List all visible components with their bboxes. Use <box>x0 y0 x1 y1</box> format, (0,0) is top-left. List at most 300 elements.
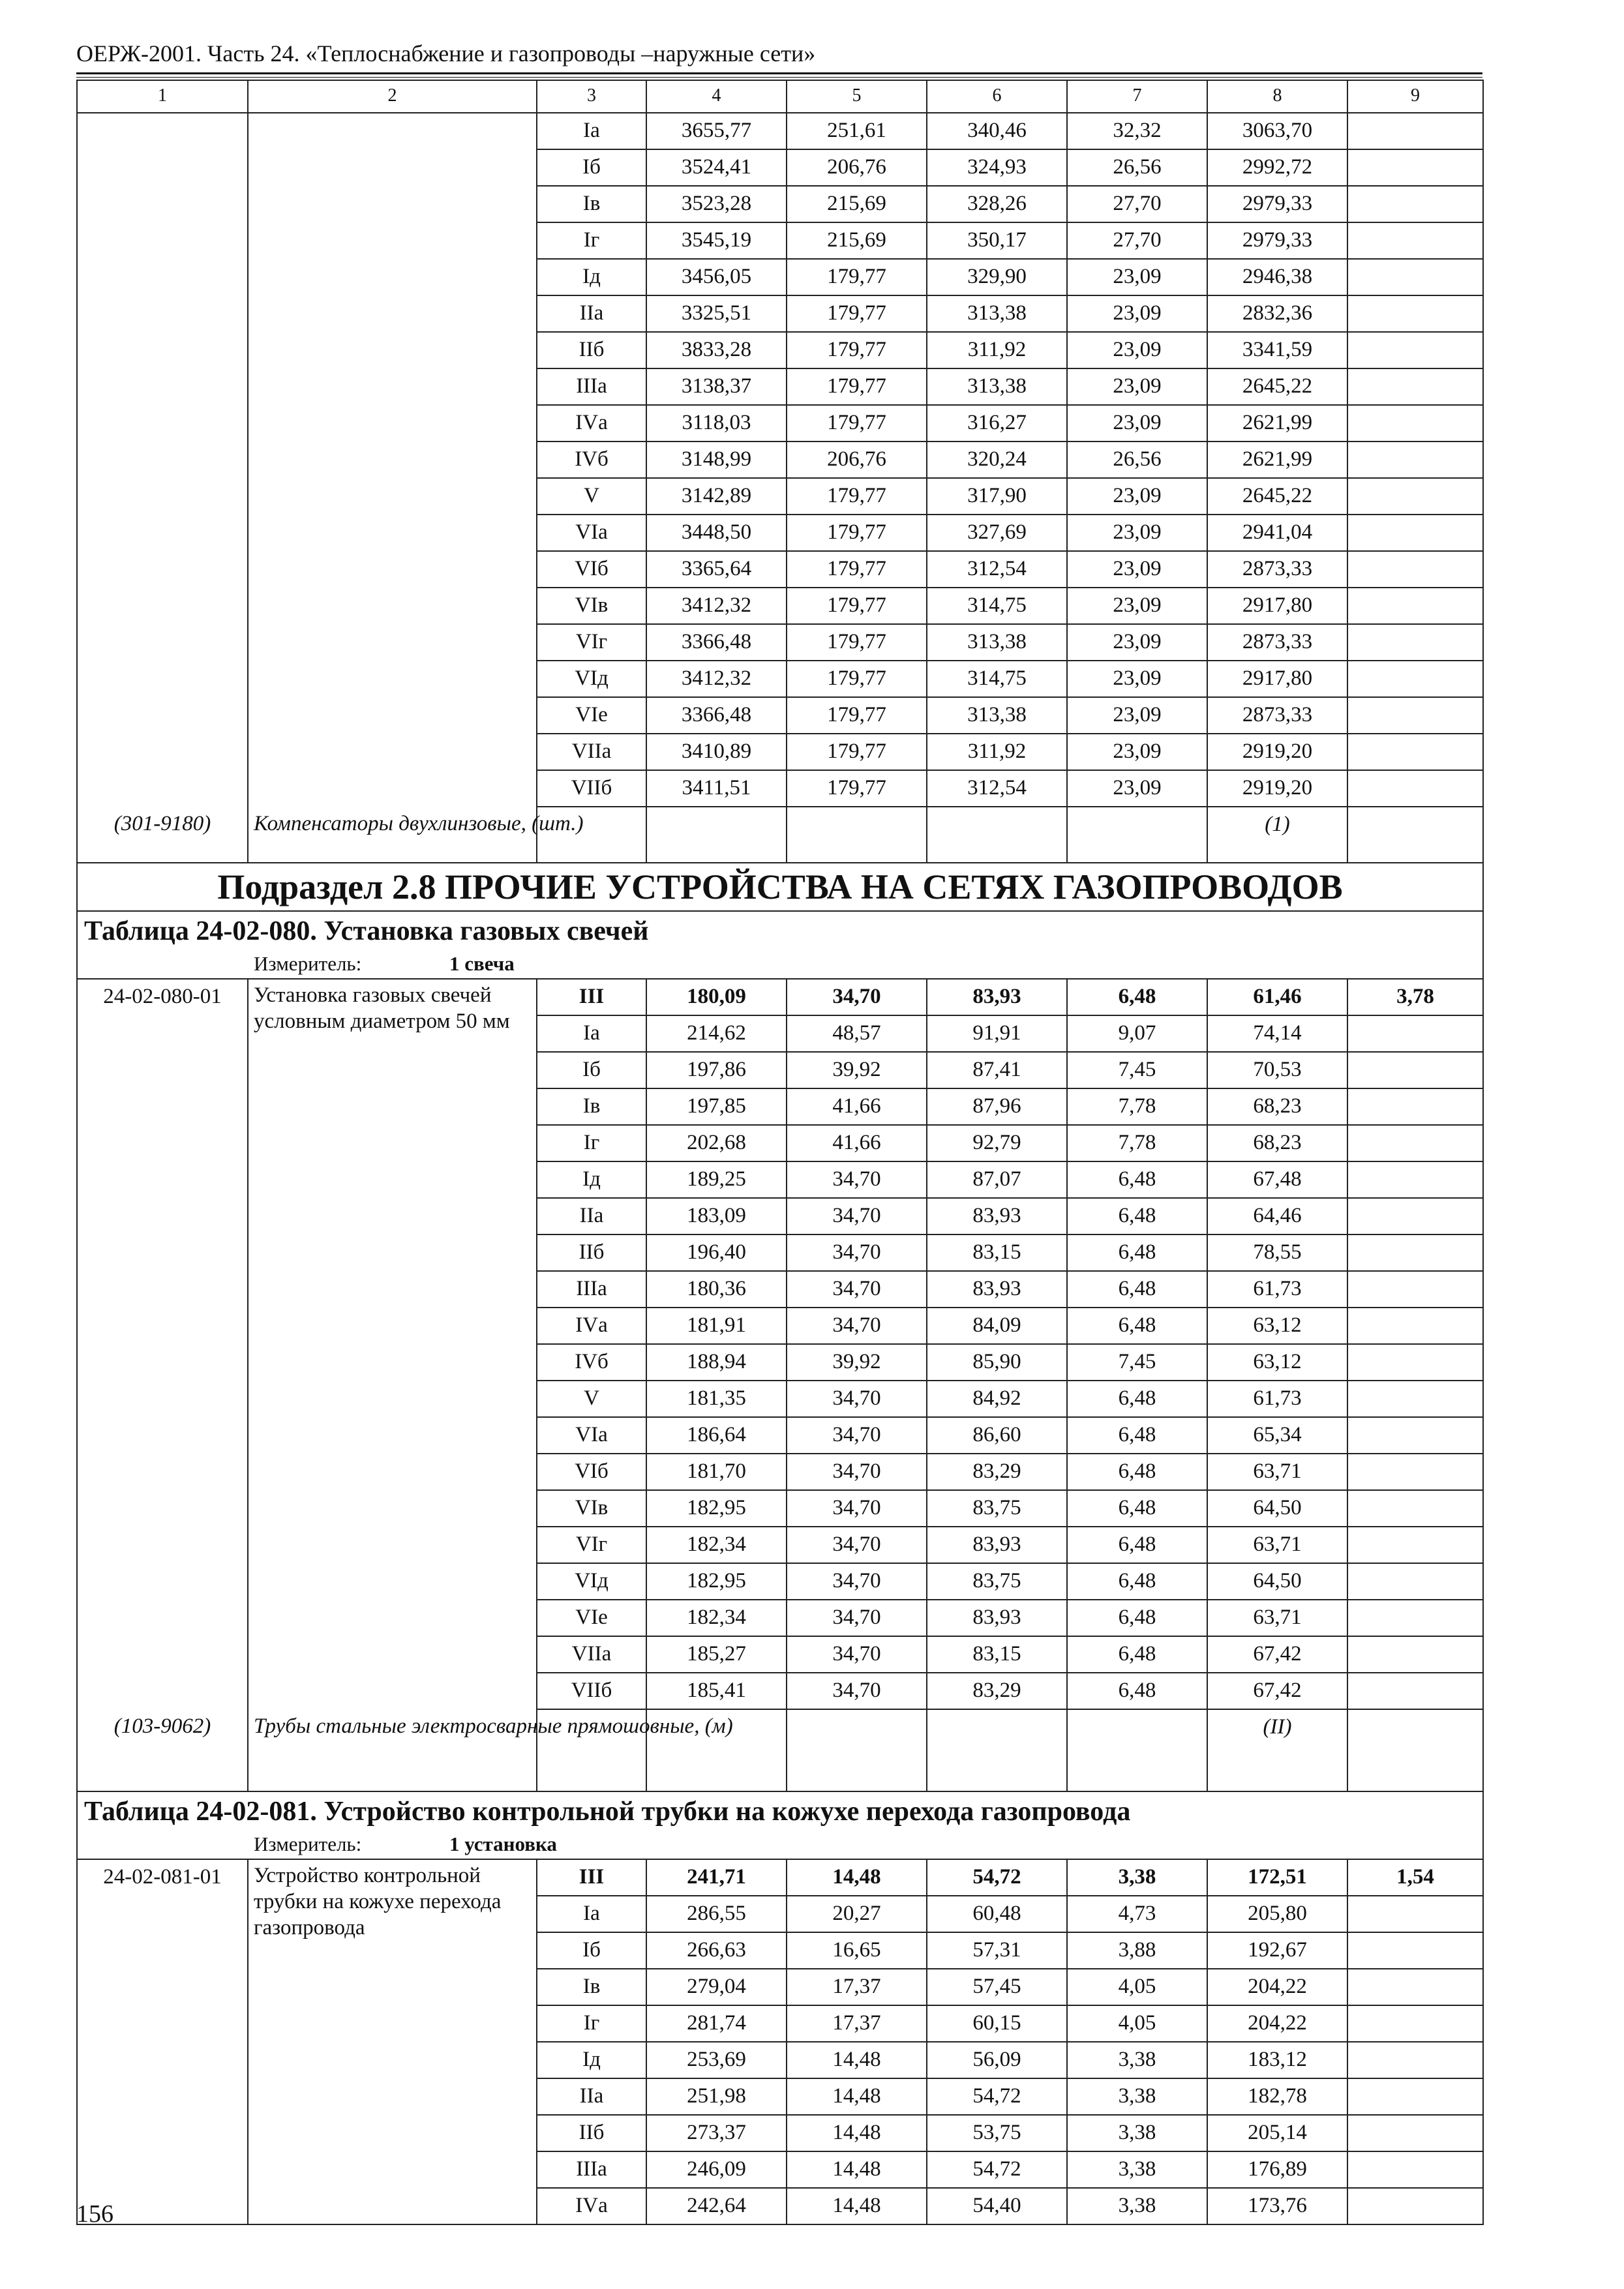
labor-cost <box>1347 624 1483 661</box>
value-cell: 6,48 <box>1067 1161 1207 1198</box>
value-cell: 313,38 <box>927 295 1067 332</box>
value-cell: 23,09 <box>1067 661 1207 697</box>
table-row <box>77 1234 1483 1271</box>
table-row <box>77 222 1483 259</box>
zone-label: Iв <box>537 1088 646 1125</box>
value-cell: 41,66 <box>787 1088 927 1125</box>
table-row <box>77 979 1483 1015</box>
value-cell: 83,93 <box>927 1600 1067 1636</box>
value-cell: 85,90 <box>927 1344 1067 1381</box>
rate-description <box>248 2115 537 2151</box>
value-cell: 14,48 <box>787 2188 927 2224</box>
table-row <box>77 1088 1483 1125</box>
value-cell: 23,09 <box>1067 624 1207 661</box>
zone-label: VIIб <box>537 770 646 807</box>
value-cell: 17,37 <box>787 2005 927 2042</box>
zone-label: Iг <box>537 1125 646 1161</box>
value-cell: 179,77 <box>787 734 927 770</box>
rate-code <box>77 2115 248 2151</box>
value-cell: 6,48 <box>1067 1381 1207 1417</box>
value-cell: 329,90 <box>927 259 1067 295</box>
value-cell: 317,90 <box>927 478 1067 515</box>
table-row <box>77 2042 1483 2078</box>
value-cell: 241,71 <box>646 1859 787 1896</box>
value-cell: 2873,33 <box>1207 551 1347 588</box>
column-number: 2 <box>248 80 537 113</box>
value-cell: 2917,80 <box>1207 588 1347 624</box>
rate-code <box>77 1527 248 1563</box>
value-cell: 23,09 <box>1067 259 1207 295</box>
value-cell: 313,38 <box>927 624 1067 661</box>
rate-description <box>248 770 537 807</box>
rate-description <box>248 405 537 441</box>
rate-code <box>77 1015 248 1052</box>
value-cell: 186,64 <box>646 1417 787 1454</box>
section-title <box>77 863 1483 911</box>
value-cell: 83,15 <box>927 1234 1067 1271</box>
rate-description <box>248 2151 537 2188</box>
labor-cost <box>1347 1198 1483 1234</box>
zone-label: VIIа <box>537 1636 646 1673</box>
measure-row <box>77 1831 1483 1859</box>
value-cell: 312,54 <box>927 770 1067 807</box>
value-cell: 3412,32 <box>646 588 787 624</box>
table-row <box>77 697 1483 734</box>
rate-description <box>248 624 537 661</box>
rate-code <box>77 149 248 186</box>
zone-label: Iд <box>537 259 646 295</box>
zone-label: VIг <box>537 624 646 661</box>
rate-code <box>77 1454 248 1490</box>
value-cell: 2873,33 <box>1207 697 1347 734</box>
value-cell: 185,41 <box>646 1673 787 1709</box>
value-cell: 327,69 <box>927 515 1067 551</box>
value-cell: 14,48 <box>787 2115 927 2151</box>
value-cell: 23,09 <box>1067 734 1207 770</box>
rate-description-text: Установка газовых свечей условным диаметром 50 мм <box>254 983 510 1033</box>
rate-code <box>77 1969 248 2005</box>
zone-label: VIд <box>537 1563 646 1600</box>
rate-description <box>248 1859 537 1939</box>
zone-label: IIIа <box>537 368 646 405</box>
rate-code <box>77 588 248 624</box>
value-cell: 179,77 <box>787 551 927 588</box>
value-cell: 3410,89 <box>646 734 787 770</box>
value-cell: 7,45 <box>1067 1052 1207 1088</box>
rate-code <box>77 1125 248 1161</box>
zone-label: Iд <box>537 1161 646 1198</box>
value-cell: 54,72 <box>927 1859 1067 1896</box>
rate-description <box>248 1052 537 1088</box>
value-cell: 57,31 <box>927 1932 1067 1969</box>
labor-cost <box>1347 405 1483 441</box>
rate-description <box>248 1563 537 1600</box>
value-cell: 4,73 <box>1067 1896 1207 1932</box>
material-code: (103-9062) <box>77 1709 248 1791</box>
value-cell: 3142,89 <box>646 478 787 515</box>
rate-description-text: Устройство контрольной трубки на кожухе перехода газопровода <box>254 1864 502 1939</box>
column-number: 3 <box>537 80 646 113</box>
column-number: 4 <box>646 80 787 113</box>
zone-label: Iа <box>537 1015 646 1052</box>
rate-description <box>248 551 537 588</box>
zone-label: IIб <box>537 2115 646 2151</box>
value-cell: 23,09 <box>1067 332 1207 368</box>
empty-cell <box>1067 807 1207 863</box>
rate-code <box>77 1636 248 1673</box>
table-row <box>77 1969 1483 2005</box>
rate-code <box>77 1932 248 1969</box>
zone-label: VIд <box>537 661 646 697</box>
value-cell: 83,93 <box>927 1527 1067 1563</box>
rate-description <box>248 1454 537 1490</box>
table-row <box>77 1308 1483 1344</box>
value-cell: 2941,04 <box>1207 515 1347 551</box>
rate-description <box>248 222 537 259</box>
value-cell: 34,70 <box>787 1198 927 1234</box>
value-cell: 179,77 <box>787 259 927 295</box>
value-cell: 2645,22 <box>1207 478 1347 515</box>
rate-code <box>77 1271 248 1308</box>
value-cell: 173,76 <box>1207 2188 1347 2224</box>
labor-cost <box>1347 441 1483 478</box>
value-cell: 3148,99 <box>646 441 787 478</box>
empty-cell <box>927 807 1067 863</box>
page-number: 156 <box>76 2200 113 2228</box>
zone-label: V <box>537 478 646 515</box>
labor-cost <box>1347 770 1483 807</box>
value-cell: 34,70 <box>787 1308 927 1344</box>
value-cell: 6,48 <box>1067 1308 1207 1344</box>
value-cell: 23,09 <box>1067 405 1207 441</box>
rate-description <box>248 149 537 186</box>
value-cell: 328,26 <box>927 186 1067 222</box>
value-cell: 34,70 <box>787 1527 927 1563</box>
rate-code <box>77 515 248 551</box>
value-cell: 26,56 <box>1067 441 1207 478</box>
value-cell: 180,09 <box>646 979 787 1015</box>
table-row <box>77 515 1483 551</box>
value-cell: 246,09 <box>646 2151 787 2188</box>
table-row <box>77 332 1483 368</box>
value-cell: 176,89 <box>1207 2151 1347 2188</box>
material-quantity: (II) <box>1207 1709 1347 1791</box>
table-row <box>77 661 1483 697</box>
rate-code <box>77 1161 248 1198</box>
table-row <box>77 588 1483 624</box>
zone-label: VIIб <box>537 1673 646 1709</box>
rate-code <box>77 368 248 405</box>
labor-cost <box>1347 2078 1483 2115</box>
empty-cell <box>1347 1709 1483 1791</box>
labor-cost <box>1347 1234 1483 1271</box>
labor-cost <box>1347 2115 1483 2151</box>
zone-label: IIIа <box>537 1271 646 1308</box>
value-cell: 20,27 <box>787 1896 927 1932</box>
value-cell: 23,09 <box>1067 478 1207 515</box>
value-cell: 41,66 <box>787 1125 927 1161</box>
table-title <box>77 1791 1483 1831</box>
zone-label: IVб <box>537 1344 646 1381</box>
value-cell: 182,34 <box>646 1600 787 1636</box>
value-cell: 3366,48 <box>646 624 787 661</box>
zone-label: VIб <box>537 551 646 588</box>
rate-description <box>248 2188 537 2224</box>
value-cell: 204,22 <box>1207 1969 1347 2005</box>
value-cell: 14,48 <box>787 2151 927 2188</box>
rate-description <box>248 295 537 332</box>
value-cell: 6,48 <box>1067 1673 1207 1709</box>
material-name: Компенсаторы двухлинзовые, (шт.) <box>248 807 537 863</box>
table-row <box>77 2188 1483 2224</box>
value-cell: 34,70 <box>787 1417 927 1454</box>
value-cell: 2645,22 <box>1207 368 1347 405</box>
labor-cost <box>1347 734 1483 770</box>
value-cell: 253,69 <box>646 2042 787 2078</box>
value-cell: 54,72 <box>927 2078 1067 2115</box>
table-row <box>77 113 1483 149</box>
header-rule <box>76 72 1482 74</box>
table-row <box>77 1271 1483 1308</box>
zone-label: VIIа <box>537 734 646 770</box>
table-row <box>77 551 1483 588</box>
material-row <box>77 807 1483 863</box>
value-cell: 180,36 <box>646 1271 787 1308</box>
rate-description <box>248 1969 537 2005</box>
rate-description <box>248 332 537 368</box>
value-cell: 251,61 <box>787 113 927 149</box>
rate-description <box>248 697 537 734</box>
value-cell: 60,15 <box>927 2005 1067 2042</box>
value-cell: 6,48 <box>1067 1527 1207 1563</box>
table-row <box>77 259 1483 295</box>
rate-code <box>77 1234 248 1271</box>
rate-code <box>77 697 248 734</box>
table-row <box>77 441 1483 478</box>
zone-label: VIг <box>537 1527 646 1563</box>
value-cell: 6,48 <box>1067 1417 1207 1454</box>
value-cell: 57,45 <box>927 1969 1067 2005</box>
value-cell: 3,38 <box>1067 2042 1207 2078</box>
value-cell: 311,92 <box>927 734 1067 770</box>
table-row <box>77 1859 1483 1896</box>
empty-cell <box>787 807 927 863</box>
labor-cost <box>1347 478 1483 515</box>
column-number: 1 <box>77 80 248 113</box>
zone-label: Iв <box>537 186 646 222</box>
value-cell: 183,12 <box>1207 2042 1347 2078</box>
value-cell: 202,68 <box>646 1125 787 1161</box>
rate-code <box>77 661 248 697</box>
value-cell: 83,75 <box>927 1490 1067 1527</box>
value-cell: 86,60 <box>927 1417 1067 1454</box>
zone-label: Iб <box>537 1932 646 1969</box>
value-cell: 14,48 <box>787 2078 927 2115</box>
rate-description <box>248 1198 537 1234</box>
zone-label: Iб <box>537 1052 646 1088</box>
zone-label: III <box>537 1859 646 1896</box>
table-row <box>77 1381 1483 1417</box>
material-name: Трубы стальные электросварные прямошовные, (м) <box>248 1709 537 1791</box>
value-cell: 179,77 <box>787 368 927 405</box>
rate-code <box>77 2151 248 2188</box>
value-cell: 281,74 <box>646 2005 787 2042</box>
rate-code <box>77 186 248 222</box>
labor-cost <box>1347 1636 1483 1673</box>
zone-label: Iа <box>537 1896 646 1932</box>
value-cell: 3545,19 <box>646 222 787 259</box>
rate-code <box>77 2042 248 2078</box>
rate-code <box>77 332 248 368</box>
value-cell: 179,77 <box>787 624 927 661</box>
material-code: (301-9180) <box>77 807 248 863</box>
value-cell: 23,09 <box>1067 515 1207 551</box>
table-row <box>77 1344 1483 1381</box>
value-cell: 2621,99 <box>1207 441 1347 478</box>
rate-code <box>77 734 248 770</box>
running-header: ОЕРЖ-2001. Часть 24. «Теплоснабжение и газопроводы –наружные сети» <box>76 40 816 67</box>
value-cell: 182,34 <box>646 1527 787 1563</box>
value-cell: 242,64 <box>646 2188 787 2224</box>
value-cell: 182,95 <box>646 1490 787 1527</box>
rate-code <box>77 1198 248 1234</box>
value-cell: 2621,99 <box>1207 405 1347 441</box>
value-cell: 39,92 <box>787 1052 927 1088</box>
rate-description <box>248 979 537 1033</box>
value-cell: 87,41 <box>927 1052 1067 1088</box>
value-cell: 181,91 <box>646 1308 787 1344</box>
rate-code <box>77 405 248 441</box>
table-row <box>77 1490 1483 1527</box>
value-cell: 17,37 <box>787 1969 927 2005</box>
value-cell: 6,48 <box>1067 1490 1207 1527</box>
rate-description <box>248 368 537 405</box>
rate-code <box>77 1490 248 1527</box>
table-row <box>77 1417 1483 1454</box>
value-cell: 34,70 <box>787 1454 927 1490</box>
value-cell: 87,96 <box>927 1088 1067 1125</box>
value-cell: 3138,37 <box>646 368 787 405</box>
rate-code <box>77 2005 248 2042</box>
rate-description <box>248 1527 537 1563</box>
rate-description <box>248 259 537 295</box>
value-cell: 206,76 <box>787 149 927 186</box>
value-cell: 14,48 <box>787 1859 927 1896</box>
value-cell: 3365,64 <box>646 551 787 588</box>
table-title <box>77 911 1483 951</box>
labor-cost <box>1347 186 1483 222</box>
empty-cell <box>1347 807 1483 863</box>
table-row <box>77 1636 1483 1673</box>
value-cell: 83,29 <box>927 1673 1067 1709</box>
value-cell: 185,27 <box>646 1636 787 1673</box>
table-row <box>77 1600 1483 1636</box>
value-cell: 3366,48 <box>646 697 787 734</box>
labor-cost <box>1347 1344 1483 1381</box>
value-cell: 350,17 <box>927 222 1067 259</box>
zone-label: Iб <box>537 149 646 186</box>
value-cell: 53,75 <box>927 2115 1067 2151</box>
value-cell: 60,48 <box>927 1896 1067 1932</box>
value-cell: 3,38 <box>1067 2151 1207 2188</box>
value-cell: 3,88 <box>1067 1932 1207 1969</box>
table-row <box>77 2151 1483 2188</box>
rate-description <box>248 515 537 551</box>
value-cell: 23,09 <box>1067 551 1207 588</box>
table-title-cell <box>77 911 1483 951</box>
value-cell: 251,98 <box>646 2078 787 2115</box>
labor-cost <box>1347 1527 1483 1563</box>
zone-label: IIа <box>537 2078 646 2115</box>
labor-cost <box>1347 2151 1483 2188</box>
value-cell: 83,93 <box>927 1198 1067 1234</box>
zone-label: VIе <box>537 1600 646 1636</box>
measure-value: 1 установка <box>449 1833 557 1855</box>
value-cell: 204,22 <box>1207 2005 1347 2042</box>
value-cell: 206,76 <box>787 441 927 478</box>
value-cell: 63,71 <box>1207 1454 1347 1490</box>
value-cell: 2979,33 <box>1207 222 1347 259</box>
value-cell: 314,75 <box>927 588 1067 624</box>
value-cell: 87,07 <box>927 1161 1067 1198</box>
value-cell: 27,70 <box>1067 222 1207 259</box>
table-title-cell <box>77 1791 1483 1831</box>
rate-description <box>248 588 537 624</box>
value-cell: 2946,38 <box>1207 259 1347 295</box>
value-cell: 34,70 <box>787 1161 927 1198</box>
rate-code: 24-02-080-01 <box>77 979 248 1015</box>
value-cell: 340,46 <box>927 113 1067 149</box>
zone-label: VIв <box>537 1490 646 1527</box>
table-row <box>77 405 1483 441</box>
table-row <box>77 295 1483 332</box>
value-cell: 313,38 <box>927 368 1067 405</box>
labor-cost <box>1347 1052 1483 1088</box>
labor-cost <box>1347 588 1483 624</box>
rate-code <box>77 1052 248 1088</box>
value-cell: 183,09 <box>646 1198 787 1234</box>
labor-cost <box>1347 1271 1483 1308</box>
labor-cost <box>1347 1600 1483 1636</box>
table-row <box>77 1052 1483 1088</box>
rate-code <box>77 295 248 332</box>
labor-cost <box>1347 1125 1483 1161</box>
value-cell: 3,38 <box>1067 1859 1207 1896</box>
labor-cost <box>1347 1490 1483 1527</box>
rate-description <box>248 661 537 697</box>
value-cell: 3063,70 <box>1207 113 1347 149</box>
value-cell: 23,09 <box>1067 588 1207 624</box>
value-cell: 314,75 <box>927 661 1067 697</box>
value-cell: 64,50 <box>1207 1563 1347 1600</box>
value-cell: 215,69 <box>787 222 927 259</box>
value-cell: 2919,20 <box>1207 734 1347 770</box>
zone-label: VIе <box>537 697 646 734</box>
value-cell: 91,91 <box>927 1015 1067 1052</box>
table-row <box>77 624 1483 661</box>
value-cell: 2979,33 <box>1207 186 1347 222</box>
labor-cost <box>1347 368 1483 405</box>
rate-description <box>248 734 537 770</box>
value-cell: 179,77 <box>787 770 927 807</box>
labor-cost <box>1347 113 1483 149</box>
value-cell: 181,35 <box>646 1381 787 1417</box>
value-cell: 7,78 <box>1067 1088 1207 1125</box>
value-cell: 32,32 <box>1067 113 1207 149</box>
rate-code <box>77 1417 248 1454</box>
value-cell: 179,77 <box>787 588 927 624</box>
material-row <box>77 1709 1483 1791</box>
